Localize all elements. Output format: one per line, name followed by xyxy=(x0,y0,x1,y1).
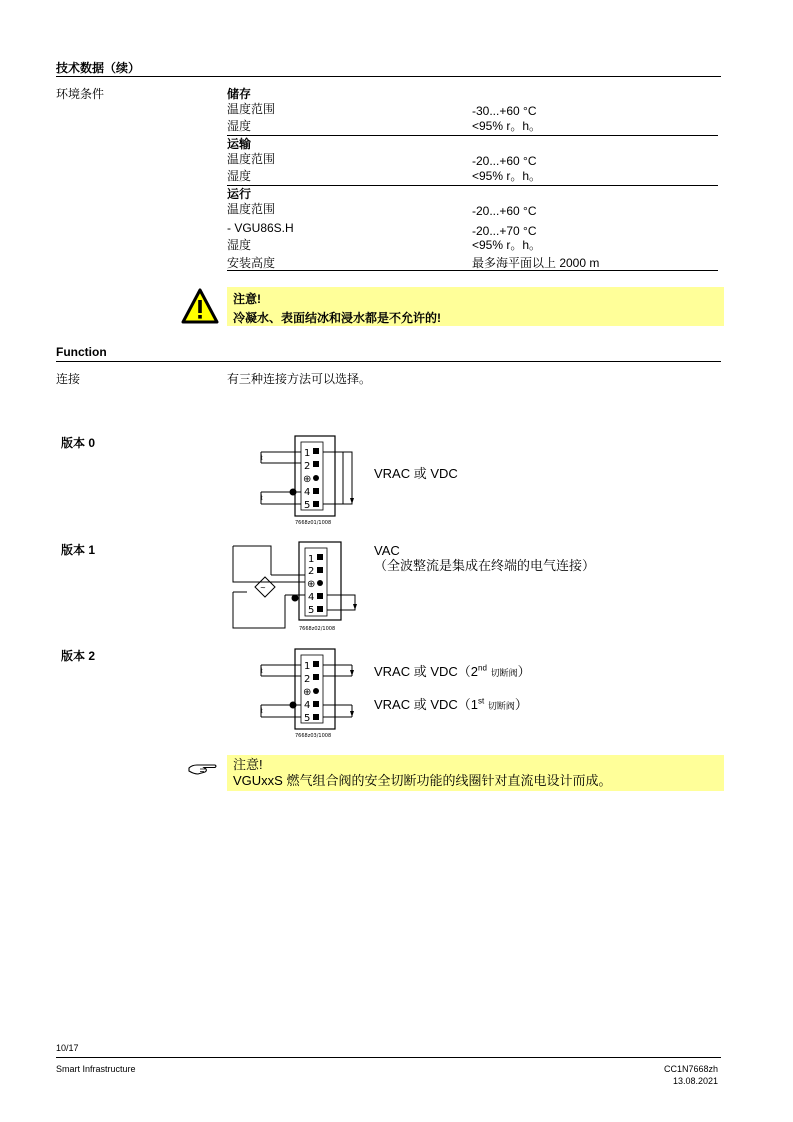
diagram-code: 7668z02/1008 xyxy=(299,626,336,632)
svg-text:2: 2 xyxy=(304,674,311,685)
operation-vgu-value: -20...+70 °C xyxy=(472,224,537,238)
pin-5-label: 5 xyxy=(304,500,311,511)
operation-temp-value: -20...+60 °C xyxy=(472,204,537,218)
version-2-label: 版本 2 xyxy=(61,649,96,663)
connection-label: 连接 xyxy=(56,372,81,386)
version-2-desc-1st: VRAC 或 VDC（1st 切断阀） xyxy=(374,696,528,712)
section-rule xyxy=(56,76,721,77)
footer-rule xyxy=(56,1057,721,1058)
version-1-desc-sub: （全波整流是集成在终端的电气连接） xyxy=(374,558,596,573)
operation-temp-label: 温度范围 xyxy=(227,202,276,216)
env-conditions-label: 环境条件 xyxy=(56,87,105,101)
note-title: 注意! xyxy=(233,757,263,772)
pin-ground-label: ⊕ xyxy=(303,474,312,485)
svg-text:2: 2 xyxy=(308,566,315,577)
version-1-label: 版本 1 xyxy=(61,543,96,557)
version-0-desc: VRAC 或 VDC xyxy=(374,466,458,481)
transport-temp-label: 温度范围 xyxy=(227,152,276,166)
storage-humidity-label: 湿度 xyxy=(227,119,252,133)
svg-text:1: 1 xyxy=(308,554,315,565)
connection-text: 有三种连接方法可以选择。 xyxy=(227,372,372,386)
operation-altitude-label: 安装高度 xyxy=(227,256,276,270)
version-1-desc-main: VAC xyxy=(374,543,400,558)
version-2-desc-2nd: VRAC 或 VDC（2nd 切断阀） xyxy=(374,663,531,679)
pin-2-label: 2 xyxy=(304,461,311,472)
svg-text:4: 4 xyxy=(304,700,311,711)
table-rule xyxy=(227,270,718,271)
version-2-wiring-diagram xyxy=(255,645,365,741)
svg-text:5: 5 xyxy=(308,605,315,616)
doc-date: 13.08.2021 xyxy=(672,1076,718,1086)
warning-text: 冷凝水、表面结冰和浸水都是不允许的! xyxy=(233,311,441,325)
transport-temp-value: -20...+60 °C xyxy=(472,154,537,168)
storage-humidity-value: <95% r。h。 xyxy=(472,119,542,133)
svg-text:5: 5 xyxy=(304,713,311,724)
doc-code: CC1N7668zh xyxy=(663,1064,718,1074)
svg-text:⌇: ⌇ xyxy=(260,667,264,675)
operation-humidity-label: 湿度 xyxy=(227,238,252,252)
section-title-technical-data: 技术数据（续） xyxy=(56,61,141,75)
table-rule xyxy=(227,135,718,136)
table-rule xyxy=(227,185,718,186)
svg-text:⊕: ⊕ xyxy=(307,579,316,590)
transport-humidity-value: <95% r。h。 xyxy=(472,169,542,183)
pin-1-label: 1 xyxy=(304,448,311,459)
svg-text:1: 1 xyxy=(304,661,311,672)
version-0-label: 版本 0 xyxy=(61,436,96,450)
company-name: Smart Infrastructure xyxy=(56,1064,136,1074)
warning-title: 注意! xyxy=(233,292,261,306)
section-rule xyxy=(56,361,721,362)
transport-humidity-label: 湿度 xyxy=(227,169,252,183)
operation-humidity-value: <95% r。h。 xyxy=(472,238,542,252)
svg-text:⌇: ⌇ xyxy=(260,454,264,462)
note-box xyxy=(227,755,724,791)
pointing-hand-icon xyxy=(188,762,218,776)
version-0-wiring-diagram xyxy=(255,432,365,528)
page-number: 10/17 xyxy=(56,1043,79,1053)
operation-vgu-label: - VGU86S.H xyxy=(227,221,294,235)
transport-heading: 运输 xyxy=(227,137,252,151)
storage-temp-label: 温度范围 xyxy=(227,102,276,116)
storage-heading: 储存 xyxy=(227,87,252,101)
operation-altitude-value: 最多海平面以上 2000 m xyxy=(472,256,600,270)
storage-temp-value: -30...+60 °C xyxy=(472,104,537,118)
svg-text:~: ~ xyxy=(260,584,266,592)
pin-4-label: 4 xyxy=(304,487,311,498)
svg-text:4: 4 xyxy=(308,592,315,603)
section-title-function: Function xyxy=(56,345,107,359)
warning-triangle-icon xyxy=(181,288,219,324)
operation-heading: 运行 xyxy=(227,187,252,201)
note-text: VGUxxS 燃气组合阀的安全切断功能的线圈针对直流电设计而成。 xyxy=(233,773,612,788)
warning-box xyxy=(227,287,724,326)
svg-text:⌇: ⌇ xyxy=(260,707,264,715)
svg-text:⊕: ⊕ xyxy=(303,687,312,698)
svg-text:⌇: ⌇ xyxy=(260,494,264,502)
diagram-code: 7668z03/1008 xyxy=(295,733,332,739)
version-1-wiring-diagram xyxy=(227,540,367,634)
diagram-code: 7668z01/1008 xyxy=(295,520,332,526)
